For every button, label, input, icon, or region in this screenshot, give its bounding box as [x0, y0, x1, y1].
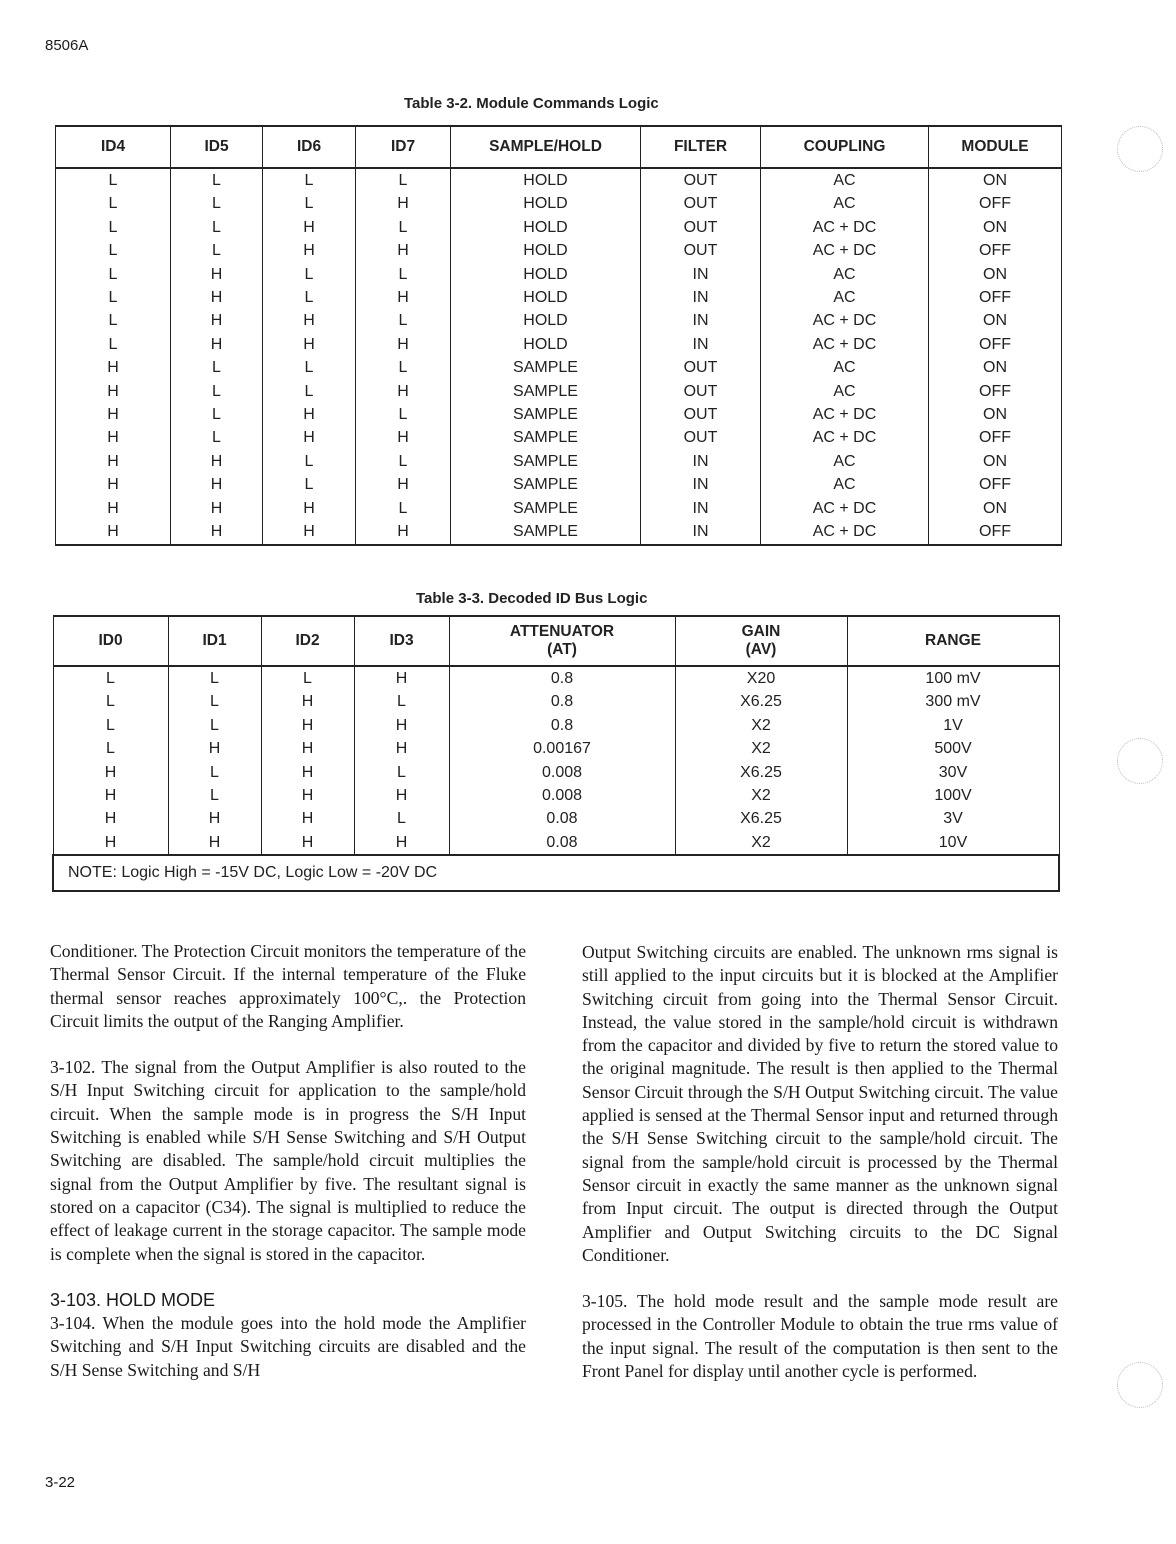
table-cell: H: [168, 737, 261, 760]
table-cell: H: [53, 807, 168, 830]
table-cell: OFF: [929, 192, 1062, 215]
table-cell: OUT: [641, 216, 761, 239]
decoded-id-bus-logic-table: [52, 615, 1060, 892]
table-cell: ON: [929, 216, 1062, 239]
table-cell: OUT: [641, 239, 761, 262]
table-cell: 3V: [847, 807, 1059, 830]
table-cell: 100V: [847, 784, 1059, 807]
table-cell: H: [263, 520, 356, 544]
table-cell: SAMPLE: [451, 380, 641, 403]
table-cell: H: [356, 473, 451, 496]
table-cell: L: [356, 216, 451, 239]
table-cell: L: [56, 309, 171, 332]
table-cell: H: [56, 426, 171, 449]
table-cell: OFF: [929, 520, 1062, 544]
table-cell: L: [53, 714, 168, 737]
table-cell: L: [356, 497, 451, 520]
table-cell: L: [56, 263, 171, 286]
column-header: [675, 616, 847, 666]
table-cell: L: [354, 807, 449, 830]
table-cell: L: [263, 263, 356, 286]
table-cell: H: [171, 309, 263, 332]
table-cell: L: [263, 450, 356, 473]
table-cell: H: [56, 473, 171, 496]
table-cell: ON: [929, 403, 1062, 426]
table-cell: HOLD: [451, 192, 641, 215]
table-cell: L: [56, 239, 171, 262]
column-header: MODULE: [929, 126, 1062, 168]
table-cell: ON: [929, 168, 1062, 192]
table-cell: H: [171, 286, 263, 309]
header-sublabel: (AV): [745, 641, 777, 658]
table-row: [56, 192, 1062, 215]
table-cell: OFF: [929, 333, 1062, 356]
table-cell: SAMPLE: [451, 497, 641, 520]
column-header: ID2: [261, 616, 354, 666]
table-cell: L: [171, 403, 263, 426]
table-cell: 30V: [847, 761, 1059, 784]
punch-hole-icon: [1117, 738, 1163, 784]
table-cell: L: [354, 761, 449, 784]
table-row: [53, 666, 1059, 690]
paragraph-3-102: 3-102. The signal from the Output Amplifier is also routed to the S/H Input Switching circuit for application to the sample/hold circuit. When the sample mode is in progress the S/H Input Switching is enabled while S/H Sense Switching and S/H Output Switching are disabled. The sample/hold circuit multiplies the signal from the Output Amplifier by five. The resultant signal is stored on a capacitor (C34). The signal is multiplied to reduce the effect of leakage current in the storage capacitor. The sample mode is complete when the signal is stored in the capacitor.: [50, 1057, 526, 1264]
table-cell: L: [56, 333, 171, 356]
table-cell: L: [168, 761, 261, 784]
table-row: [56, 403, 1062, 426]
table-cell: IN: [641, 473, 761, 496]
table-cell: L: [356, 450, 451, 473]
table-cell: AC: [761, 356, 929, 379]
table-cell: AC: [761, 192, 929, 215]
table-cell: H: [354, 737, 449, 760]
table-cell: AC: [761, 380, 929, 403]
table-cell: H: [354, 714, 449, 737]
table-row: [56, 216, 1062, 239]
table-cell: X20: [675, 666, 847, 690]
table-cell: L: [56, 168, 171, 192]
table-cell: H: [356, 333, 451, 356]
table-cell: ON: [929, 356, 1062, 379]
table-cell: AC + DC: [761, 239, 929, 262]
table-cell: H: [261, 761, 354, 784]
table-3-2-title: Table 3-2. Module Commands Logic: [404, 95, 659, 112]
table-cell: H: [171, 497, 263, 520]
table-cell: L: [356, 263, 451, 286]
table-cell: L: [263, 192, 356, 215]
table-cell: L: [263, 168, 356, 192]
paragraph-3-104: 3-104. When the module goes into the hold mode the Amplifier Switching and S/H Input Switching circuits are disabled and the S/H Sense Switching and S/H: [50, 1313, 526, 1380]
table-cell: AC: [761, 286, 929, 309]
table-row: [56, 380, 1062, 403]
table-cell: IN: [641, 333, 761, 356]
table-cell: L: [356, 356, 451, 379]
table-cell: L: [171, 192, 263, 215]
table-cell: OUT: [641, 426, 761, 449]
table-cell: L: [263, 380, 356, 403]
table-cell: OUT: [641, 403, 761, 426]
table-cell: X6.25: [675, 761, 847, 784]
table-cell: HOLD: [451, 168, 641, 192]
table-cell: H: [261, 807, 354, 830]
table-3-3-title: Table 3-3. Decoded ID Bus Logic: [416, 590, 648, 607]
table-cell: AC: [761, 263, 929, 286]
table-cell: IN: [641, 450, 761, 473]
column-header: ID4: [56, 126, 171, 168]
paragraph: Output Switching circuits are enabled. The unknown rms signal is still applied to the input circuits but it is blocked at the Amplifier Switching circuit from going into the Thermal Sensor Circuit. Instead, the value stored in the sample/hold circuit is withdrawn from the capacitor and divided by five to return the stored value to the original magnitude. The result is then applied to the Thermal Sensor Circuit through the S/H Output Switching circuit. The value applied is sensed at the Thermal Sensor input and returned through the S/H Sense Switching circuit to the sample/hold circuit. The signal from the sample/hold circuit is processed by the Thermal Sensor circuit in exactly the same manner as the unknown signal from Input circuit. The output is directed through the Output Amplifier and Output Switching circuits to the DC Signal Conditioner.: [582, 942, 1058, 1265]
table-cell: L: [171, 426, 263, 449]
table-cell: SAMPLE: [451, 426, 641, 449]
table-cell: H: [261, 831, 354, 855]
table-cell: OFF: [929, 426, 1062, 449]
table-cell: HOLD: [451, 286, 641, 309]
column-header: [449, 616, 675, 666]
table-cell: 0.008: [449, 784, 675, 807]
table-cell: L: [171, 239, 263, 262]
table-cell: AC: [761, 168, 929, 192]
table-cell: L: [168, 784, 261, 807]
column-header: FILTER: [641, 126, 761, 168]
table-cell: HOLD: [451, 263, 641, 286]
table-cell: IN: [641, 497, 761, 520]
table-cell: SAMPLE: [451, 520, 641, 544]
table-cell: H: [263, 403, 356, 426]
table-cell: 0.8: [449, 666, 675, 690]
column-header: ID6: [263, 126, 356, 168]
table-cell: L: [53, 737, 168, 760]
table-row: [56, 239, 1062, 262]
table-cell: H: [56, 380, 171, 403]
table-cell: AC + DC: [761, 426, 929, 449]
table-cell: L: [53, 690, 168, 713]
table-cell: H: [356, 520, 451, 544]
table-cell: OFF: [929, 473, 1062, 496]
column-header: ID3: [354, 616, 449, 666]
table-cell: IN: [641, 263, 761, 286]
table-row: [53, 807, 1059, 830]
table-row: [56, 263, 1062, 286]
table-cell: H: [263, 426, 356, 449]
table-cell: H: [261, 784, 354, 807]
paragraph-3-105: 3-105. The hold mode result and the sample mode result are processed in the Controller Module to obtain the true rms value of the input signal. The result of the computation is then sent to the Front Panel for display until another cycle is performed.: [582, 1291, 1058, 1382]
table-cell: L: [263, 356, 356, 379]
table-cell: H: [56, 497, 171, 520]
table-cell: X2: [675, 831, 847, 855]
table-cell: L: [171, 356, 263, 379]
table-row: [56, 333, 1062, 356]
table-row: [53, 737, 1059, 760]
table-cell: H: [356, 426, 451, 449]
table-cell: 0.00167: [449, 737, 675, 760]
table-row: [56, 168, 1062, 192]
table-cell: ON: [929, 497, 1062, 520]
table-cell: H: [354, 784, 449, 807]
column-header: RANGE: [847, 616, 1059, 666]
table-cell: X6.25: [675, 690, 847, 713]
table-cell: H: [261, 737, 354, 760]
table-cell: L: [171, 168, 263, 192]
table-cell: L: [168, 714, 261, 737]
paragraph: Conditioner. The Protection Circuit monitors the temperature of the Thermal Sensor Circuit. If the internal temperature of the Fluke thermal sensor reaches approximately 100°C,. the Protection Circuit limits the output of the Ranging Amplifier.: [50, 941, 526, 1031]
table-cell: SAMPLE: [451, 403, 641, 426]
table-row: [56, 520, 1062, 544]
left-column: [50, 940, 526, 1382]
column-header: ID1: [168, 616, 261, 666]
table-row: [56, 286, 1062, 309]
table-cell: HOLD: [451, 239, 641, 262]
table-cell: 300 mV: [847, 690, 1059, 713]
table-cell: OUT: [641, 168, 761, 192]
table-cell: 0.8: [449, 690, 675, 713]
table-cell: AC + DC: [761, 497, 929, 520]
table-cell: H: [354, 666, 449, 690]
table-cell: H: [263, 309, 356, 332]
table-cell: H: [354, 831, 449, 855]
document-id: 8506A: [45, 37, 89, 54]
table-cell: ON: [929, 450, 1062, 473]
table-cell: 0.08: [449, 807, 675, 830]
table-cell: H: [263, 216, 356, 239]
table-cell: X2: [675, 784, 847, 807]
table-cell: OFF: [929, 239, 1062, 262]
table-row: [53, 831, 1059, 855]
table-cell: AC: [761, 450, 929, 473]
table-cell: HOLD: [451, 309, 641, 332]
table-cell: AC + DC: [761, 216, 929, 239]
table-cell: IN: [641, 286, 761, 309]
punch-hole-icon: [1117, 1362, 1163, 1408]
table-row: [56, 426, 1062, 449]
table-cell: L: [56, 216, 171, 239]
table-cell: X6.25: [675, 807, 847, 830]
table-cell: SAMPLE: [451, 450, 641, 473]
punch-hole-icon: [1117, 126, 1163, 172]
table-cell: H: [53, 784, 168, 807]
table-cell: X2: [675, 714, 847, 737]
table-cell: HOLD: [451, 333, 641, 356]
table-cell: H: [53, 831, 168, 855]
table-cell: H: [56, 403, 171, 426]
table-cell: H: [171, 333, 263, 356]
table-cell: SAMPLE: [451, 473, 641, 496]
column-header: ID5: [171, 126, 263, 168]
table-cell: H: [171, 263, 263, 286]
table-cell: L: [356, 309, 451, 332]
column-header: ID0: [53, 616, 168, 666]
column-header: SAMPLE/HOLD: [451, 126, 641, 168]
table-cell: 1V: [847, 714, 1059, 737]
table-cell: H: [261, 714, 354, 737]
table-cell: X2: [675, 737, 847, 760]
header-label: ATTENUATOR: [509, 623, 615, 640]
table-cell: L: [171, 216, 263, 239]
table-cell: AC: [761, 473, 929, 496]
column-header: COUPLING: [761, 126, 929, 168]
table-cell: H: [356, 380, 451, 403]
module-commands-logic-table: [55, 125, 1062, 546]
table-cell: H: [168, 807, 261, 830]
table-row: [56, 309, 1062, 332]
table-cell: OUT: [641, 356, 761, 379]
table-cell: L: [263, 286, 356, 309]
table-cell: H: [171, 450, 263, 473]
table-cell: ON: [929, 309, 1062, 332]
table-cell: L: [356, 168, 451, 192]
table-cell: H: [263, 497, 356, 520]
table-cell: IN: [641, 309, 761, 332]
table-cell: H: [171, 520, 263, 544]
table-row: [56, 450, 1062, 473]
table-cell: L: [168, 666, 261, 690]
table-cell: 100 mV: [847, 666, 1059, 690]
column-header: ID7: [356, 126, 451, 168]
table-cell: HOLD: [451, 216, 641, 239]
table-cell: L: [171, 380, 263, 403]
table-cell: IN: [641, 520, 761, 544]
table-cell: 500V: [847, 737, 1059, 760]
table-cell: H: [171, 473, 263, 496]
table-cell: L: [53, 666, 168, 690]
table-cell: L: [56, 286, 171, 309]
table-row: [56, 497, 1062, 520]
table-cell: 0.008: [449, 761, 675, 784]
section-heading-hold-mode: 3-103. HOLD MODE: [50, 1289, 216, 1310]
table-cell: H: [356, 239, 451, 262]
table-cell: 0.8: [449, 714, 675, 737]
table-cell: 0.08: [449, 831, 675, 855]
table-cell: H: [168, 831, 261, 855]
table-cell: AC + DC: [761, 309, 929, 332]
header-sublabel: (AT): [547, 641, 577, 658]
table-cell: H: [356, 286, 451, 309]
table-cell: L: [356, 403, 451, 426]
header-label: GAIN: [741, 623, 781, 640]
table-row: [53, 784, 1059, 807]
table-row: [53, 714, 1059, 737]
page-number: 3-22: [45, 1474, 76, 1491]
table-cell: H: [56, 356, 171, 379]
table-cell: SAMPLE: [451, 356, 641, 379]
table-cell: H: [356, 192, 451, 215]
table-cell: L: [261, 666, 354, 690]
table-cell: L: [354, 690, 449, 713]
table-cell: OUT: [641, 192, 761, 215]
table-cell: H: [263, 239, 356, 262]
table-cell: AC + DC: [761, 520, 929, 544]
table-cell: AC + DC: [761, 333, 929, 356]
table-cell: H: [53, 761, 168, 784]
table-cell: L: [263, 473, 356, 496]
table-note: NOTE: Logic High = -15V DC, Logic Low = -20V DC: [53, 855, 1059, 891]
table-cell: H: [56, 450, 171, 473]
right-column: [582, 941, 1058, 1406]
table-row: [53, 761, 1059, 784]
table-cell: OUT: [641, 380, 761, 403]
table-cell: OFF: [929, 380, 1062, 403]
table-cell: H: [261, 690, 354, 713]
table-row: [56, 473, 1062, 496]
table-cell: OFF: [929, 286, 1062, 309]
table-cell: H: [263, 333, 356, 356]
table-row: [56, 356, 1062, 379]
table-cell: ON: [929, 263, 1062, 286]
table-cell: L: [56, 192, 171, 215]
table-cell: L: [168, 690, 261, 713]
table-row: [53, 690, 1059, 713]
table-cell: AC + DC: [761, 403, 929, 426]
table-cell: 10V: [847, 831, 1059, 855]
table-cell: H: [56, 520, 171, 544]
